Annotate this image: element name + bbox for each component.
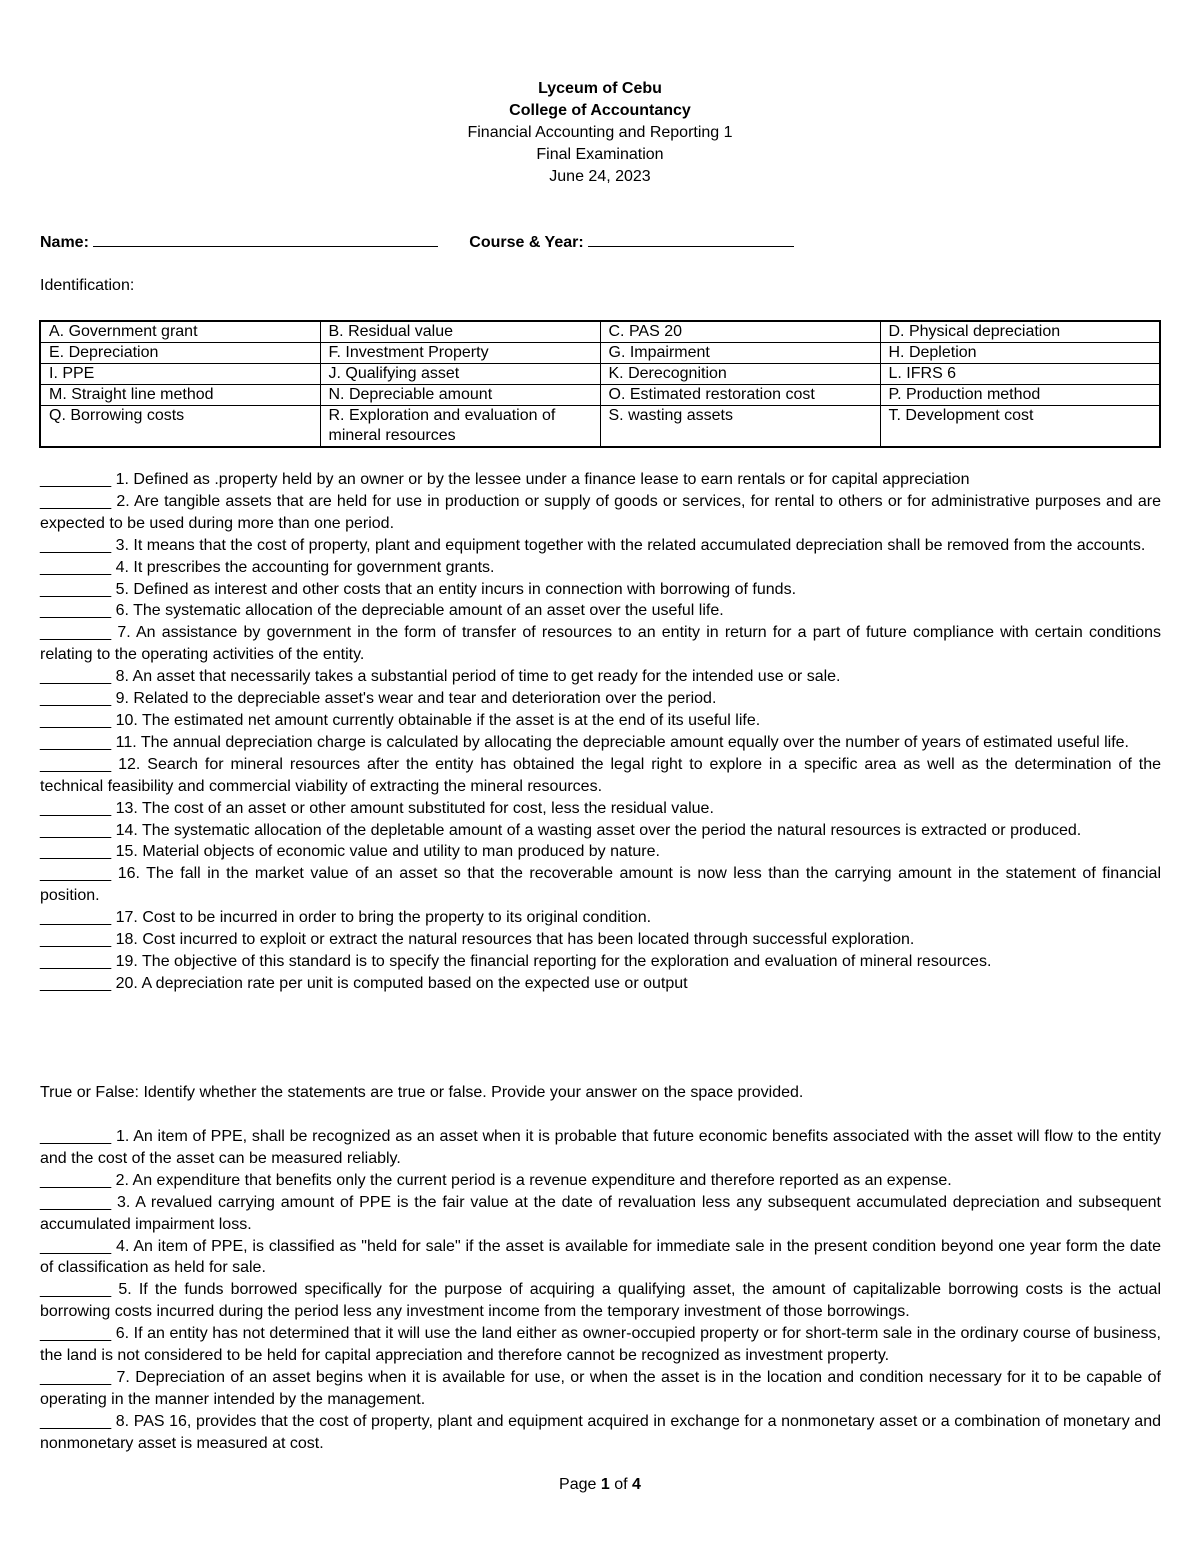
choices-row: [40, 406, 1160, 448]
course-label: Course & Year:: [469, 234, 584, 251]
question-item: ________ 18. Cost incurred to exploit or extract the natural resources that has been located through successful exploration.: [40, 931, 915, 949]
question-item: ________ 14. The systematic allocation of the depletable amount of a wasting asset over the period the natural resources is extracted or produced.: [40, 821, 1082, 839]
question-item: ________ 11. The annual depreciation charge is calculated by allocating the depreciable amount equally over the number of years of estimated useful life.: [40, 733, 1129, 751]
identification-title: Identification:: [40, 277, 135, 294]
question-item: ________ 4. It prescribes the accounting for government grants.: [40, 558, 495, 576]
of-word: of: [614, 1476, 628, 1493]
question-item: ________ 2. An expenditure that benefits only the current period is a revenue expenditure and therefore reported as an expense.: [40, 1171, 952, 1189]
true-false-title: True or False: Identify whether the statements are true or false. Provide your answer on the space provided.: [40, 1084, 804, 1101]
choice-cell: A. Government grant: [40, 321, 320, 343]
course-blank[interactable]: [588, 232, 794, 247]
question-item: ________ 1. An item of PPE, shall be recognized as an asset when it is probable that future economic benefits associated with the asset will flow to the entity and the cost of the asset can be measured reliably.: [40, 1128, 1161, 1167]
choice-cell: G. Impairment: [600, 343, 880, 364]
choice-cell: M. Straight line method: [40, 385, 320, 406]
choice-cell: F. Investment Property: [320, 343, 600, 364]
question-item: ________ 2. Are tangible assets that are held for use in production or supply of goods or services, for rental to others or for administrative purposes and are expected to be used during more than one period.: [40, 492, 1161, 532]
college-name: College of Accountancy: [509, 102, 691, 119]
question-item: ________ 5. Defined as interest and other costs that an entity incurs in connection with borrowing of funds.: [40, 580, 797, 598]
choice-cell: J. Qualifying asset: [320, 364, 600, 385]
question-item: ________ 10. The estimated net amount currently obtainable if the asset is at the end of its useful life.: [40, 711, 761, 729]
choice-cell: I. PPE: [40, 364, 320, 385]
choices-row: [40, 364, 1160, 385]
name-course-row: [40, 232, 794, 252]
choice-cell: N. Depreciable amount: [320, 385, 600, 406]
question-item: ________ 13. The cost of an asset or other amount substituted for cost, less the residual value.: [40, 799, 714, 817]
name-blank[interactable]: [93, 232, 438, 247]
question-item: ________ 19. The objective of this standard is to specify the financial reporting for the exploration and evaluation of mineral resources.: [40, 952, 992, 970]
school-name: Lyceum of Cebu: [538, 80, 662, 97]
question-item: ________ 16. The fall in the market value of an asset so that the recoverable amount is now less than the carrying amount in the statement of financial position.: [40, 865, 1161, 905]
question-item: ________ 6. The systematic allocation of the depreciable amount of an asset over the useful life.: [40, 602, 724, 620]
question-item: ________ 12. Search for mineral resources after the entity has obtained the legal right to explore in a specific area as well as the determination of the technical feasibility and commercial viability of extracting the mineral resources.: [40, 755, 1161, 795]
page-footer: [0, 1476, 1200, 1494]
question-item: ________ 3. A revalued carrying amount of PPE is the fair value at the date of revaluation less any subsequent accumulated depreciation and subsequent accumulated impairment loss.: [40, 1193, 1161, 1233]
page-total: 4: [632, 1476, 641, 1493]
choice-cell: Q. Borrowing costs: [40, 406, 320, 448]
choice-cell: T. Development cost: [880, 406, 1160, 448]
choices-row: [40, 343, 1160, 364]
choice-cell: K. Derecognition: [600, 364, 880, 385]
choice-cell: E. Depreciation: [40, 343, 320, 364]
choice-cell: O. Estimated restoration cost: [600, 385, 880, 406]
choice-cell: D. Physical depreciation: [880, 321, 1160, 343]
identification-questions: [40, 469, 1161, 995]
question-item: ________ 8. An asset that necessarily takes a substantial period of time to get ready for the intended use or sale.: [40, 668, 841, 686]
choices-table: [39, 320, 1161, 448]
choice-cell: C. PAS 20: [600, 321, 880, 343]
choices-row: [40, 385, 1160, 406]
choice-cell: S. wasting assets: [600, 406, 880, 448]
name-label: Name:: [40, 234, 89, 251]
question-item: ________ 4. An item of PPE, is classified as "held for sale" if the asset is available for immediate sale in the present condition beyond one year form the date of classification as held for sale.: [40, 1237, 1161, 1277]
question-item: ________ 8. PAS 16, provides that the cost of property, plant and equipment acquired in exchange for a nonmonetary asset or a combination of monetary and nonmonetary asset is measured at cost.: [40, 1412, 1161, 1452]
exam-title: Final Examination: [536, 146, 664, 163]
question-item: ________ 7. Depreciation of an asset begins when it is available for use, or when the asset is in the location and condition necessary for it to be capable of operating in the manner intended by the management.: [40, 1368, 1161, 1408]
true-false-questions: [40, 1126, 1161, 1455]
choice-cell: L. IFRS 6: [880, 364, 1160, 385]
choice-cell: H. Depletion: [880, 343, 1160, 364]
page-number: 1: [600, 1476, 610, 1493]
question-item: ________ 1. Defined as .property held by an owner or by the lessee under a finance lease to earn rentals or for capital appreciation: [40, 471, 970, 488]
page-word: Page: [559, 1476, 597, 1493]
question-item: ________ 15. Material objects of economic value and utility to man produced by nature.: [40, 843, 660, 861]
question-item: ________ 5. If the funds borrowed specifically for the purpose of acquiring a qualifying asset, the amount of capitalizable borrowing costs is the actual borrowing costs incurred during the period less any investment income from the temporary investment of those borrowings.: [40, 1281, 1161, 1321]
exam-date: June 24, 2023: [549, 168, 651, 185]
choice-cell: B. Residual value: [320, 321, 600, 343]
choice-cell: P. Production method: [880, 385, 1160, 406]
choices-row: [40, 321, 1160, 343]
question-item: ________ 7. An assistance by government in the form of transfer of resources to an entity in return for a part of future compliance with certain conditions relating to the operating activities of the entity.: [40, 624, 1161, 664]
subject-title: Financial Accounting and Reporting 1: [467, 124, 733, 141]
question-item: ________ 6. If an entity has not determined that it will use the land either as owner-occupied property or for short-term sale in the ordinary course of business, the land is not considered to be held for capital appreciation and therefore cannot be recognized as investment property.: [40, 1325, 1161, 1365]
question-item: ________ 17. Cost to be incurred in order to bring the property to its original condition.: [40, 909, 652, 927]
question-item: ________ 20. A depreciation rate per unit is computed based on the expected use or output: [40, 974, 688, 992]
question-item: ________ 3. It means that the cost of property, plant and equipment together with the related accumulated depreciation shall be removed from the accounts.: [40, 536, 1146, 554]
question-item: ________ 9. Related to the depreciable asset's wear and tear and deterioration over the period.: [40, 690, 717, 708]
document-header: [0, 78, 1200, 188]
choice-cell: R. Exploration and evaluation of mineral resources: [320, 406, 600, 448]
